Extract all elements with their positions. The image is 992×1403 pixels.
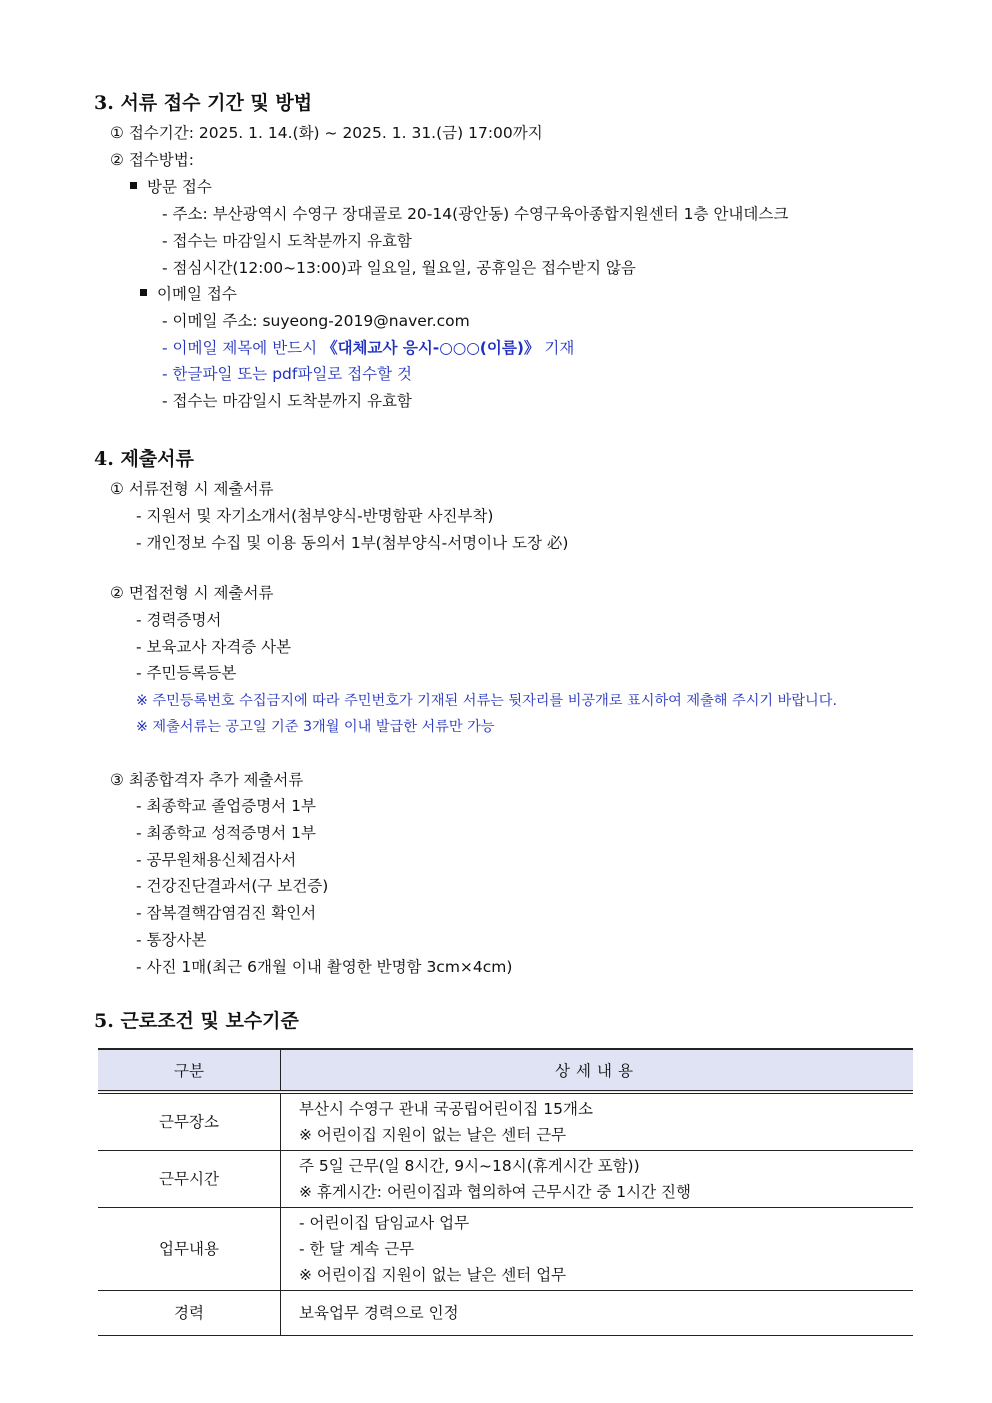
email-address: - 이메일 주소: suyeong-2019@naver.com bbox=[162, 312, 470, 330]
visit-title-text: 방문 접수 bbox=[147, 178, 212, 196]
doc-screening-title: ① 서류전형 시 제출서류 bbox=[110, 480, 274, 498]
final-pass-item: - 사진 1매(최근 6개월 이내 촬영한 반명함 3cm×4cm) bbox=[136, 958, 513, 976]
interview-note: ※ 제출서류는 공고일 기준 3개월 이내 발급한 서류만 가능 bbox=[136, 719, 495, 735]
email-subject-line bbox=[162, 337, 574, 359]
final-pass-title: ③ 최종합격자 추가 제출서류 bbox=[110, 771, 304, 789]
interview-note: ※ 주민등록번호 수집금지에 따라 주민번호가 기재된 서류는 뒷자리를 비공개로 표시하여 제출해 주시기 바랍니다. bbox=[136, 693, 837, 709]
row-detail-career bbox=[281, 1291, 914, 1336]
row-detail-duties bbox=[281, 1208, 914, 1291]
detail-line: 보육업무 경력으로 인정 bbox=[299, 1304, 459, 1322]
row-detail-hours bbox=[281, 1151, 914, 1208]
interview-item: - 보육교사 자격증 사본 bbox=[136, 638, 292, 656]
email-subject-format: 《대체교사 응시-○○○(이름)》 bbox=[322, 339, 540, 357]
final-pass-item: - 건강진단결과서(구 보건증) bbox=[136, 877, 329, 895]
receipt-period: ① 접수기간: 2025. 1. 14.(화) ~ 2025. 1. 31.(금) 17:00까지 bbox=[110, 124, 543, 142]
doc-screening-item: - 지원서 및 자기소개서(첨부양식-반명함판 사진부착) bbox=[136, 507, 494, 525]
interview-item: - 경력증명서 bbox=[136, 611, 222, 629]
table-header-row bbox=[98, 1049, 913, 1092]
table-row bbox=[98, 1291, 913, 1336]
email-subject-post: 기재 bbox=[539, 339, 575, 357]
visit-receipt-title bbox=[130, 176, 212, 198]
row-label-hours: 근무시간 bbox=[98, 1151, 281, 1208]
table-row bbox=[98, 1092, 913, 1151]
square-bullet-icon bbox=[140, 289, 147, 296]
email-valid: - 접수는 마감일시 도착분까지 유효함 bbox=[162, 392, 412, 410]
final-pass-item: - 최종학교 졸업증명서 1부 bbox=[136, 797, 316, 815]
detail-line: ※ 어린이집 지원이 없는 날은 센터 업무 bbox=[299, 1266, 567, 1284]
doc-screening-item: - 개인정보 수집 및 이용 동의서 1부(첨부양식-서명이나 도장 必) bbox=[136, 534, 569, 552]
row-label-career: 경력 bbox=[98, 1291, 281, 1336]
detail-line: 주 5일 근무(일 8시간, 9시~18시(휴게시간 포함)) bbox=[299, 1157, 640, 1175]
final-pass-item: - 공무원채용신체검사서 bbox=[136, 851, 297, 869]
detail-line: ※ 어린이집 지원이 없는 날은 센터 근무 bbox=[299, 1126, 567, 1144]
detail-line: - 어린이집 담임교사 업무 bbox=[299, 1214, 470, 1232]
visit-lunch: - 점심시간(12:00~13:00)과 일요일, 월요일, 공휴일은 접수받지 않음 bbox=[162, 259, 636, 277]
detail-line: - 한 달 계속 근무 bbox=[299, 1240, 415, 1258]
interview-title: ② 면접전형 시 제출서류 bbox=[110, 584, 274, 602]
receipt-method: ② 접수방법: bbox=[110, 151, 194, 169]
interview-item: - 주민등록등본 bbox=[136, 664, 237, 682]
email-subject-pre: - 이메일 제목에 반드시 bbox=[162, 339, 323, 357]
email-file-format: - 한글파일 또는 pdf파일로 접수할 것 bbox=[162, 365, 413, 383]
section-4-heading: 4. 제출서류 bbox=[94, 448, 194, 470]
table-header-detail: 상세내용 bbox=[281, 1049, 914, 1092]
working-conditions-table bbox=[98, 1048, 913, 1336]
section-3-heading: 3. 서류 접수 기간 및 방법 bbox=[94, 92, 313, 114]
table-header-category: 구분 bbox=[98, 1049, 281, 1092]
final-pass-item: - 잠복결핵감염검진 확인서 bbox=[136, 904, 317, 922]
row-label-duties: 업무내용 bbox=[98, 1208, 281, 1291]
email-title-text: 이메일 접수 bbox=[157, 285, 237, 303]
table-row bbox=[98, 1208, 913, 1291]
final-pass-item: - 통장사본 bbox=[136, 931, 207, 949]
visit-valid: - 접수는 마감일시 도착분까지 유효함 bbox=[162, 232, 412, 250]
final-pass-item: - 최종학교 성적증명서 1부 bbox=[136, 824, 316, 842]
row-label-workplace: 근무장소 bbox=[98, 1092, 281, 1151]
section-5-heading: 5. 근로조건 및 보수기준 bbox=[94, 1010, 299, 1032]
detail-line: 부산시 수영구 관내 국공립어린이집 15개소 bbox=[299, 1100, 593, 1118]
visit-address: - 주소: 부산광역시 수영구 장대골로 20-14(광안동) 수영구육아종합지원센터 1층 안내데스크 bbox=[162, 205, 789, 223]
row-detail-workplace bbox=[281, 1092, 914, 1151]
detail-line: ※ 휴게시간: 어린이집과 협의하여 근무시간 중 1시간 진행 bbox=[299, 1183, 691, 1201]
table-row bbox=[98, 1151, 913, 1208]
email-receipt-title bbox=[140, 283, 237, 305]
square-bullet-icon bbox=[130, 182, 137, 189]
